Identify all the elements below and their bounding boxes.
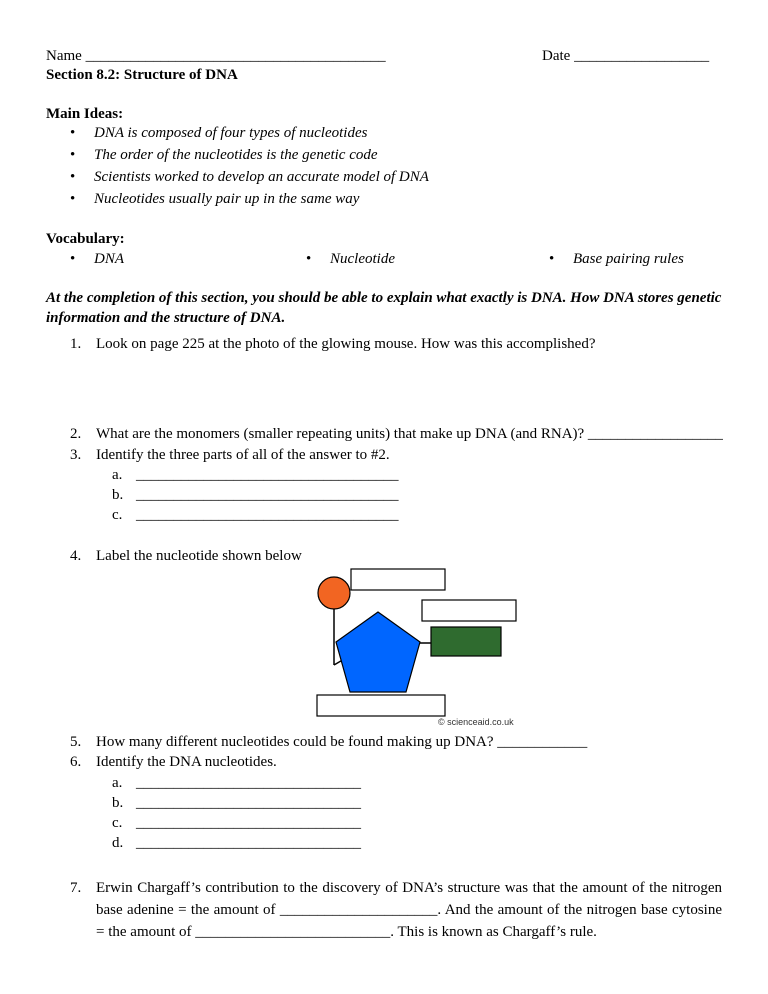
label-box-sugar[interactable] [317,695,445,716]
section-title: Section 8.2: Structure of DNA [46,67,238,83]
phosphate-circle [318,577,350,609]
main-ideas-heading: Main Ideas: [46,106,124,122]
bullet-icon: • [70,251,76,267]
date-line: Date __________________ [542,48,710,64]
learning-objective: At the completion of this section, you should be able to explain what exactly is DNA. How DNA stores genetic information and the structure of DNA. [46,290,722,326]
nitrogen-base-rect [431,627,501,656]
bullet-icon: • [549,251,555,267]
question-7-text: Erwin Chargaff’s contribution to the discovery of DNA’s structure was that the amount of the nitrogen base adenine = the amount of _____________________. And the amount of the nitrogen base cytosine = the amount of __________________________. This is known as Chargaff’s rule. [96,880,722,940]
sugar-pentagon [336,612,420,692]
question-7-number: 7. [70,880,82,896]
bullet-icon: • [70,125,76,141]
label-box-phosphate[interactable] [351,569,445,590]
name-line: Name ________________________________________ [46,48,386,64]
bullet-icon: • [70,191,76,207]
label-box-base[interactable] [422,600,516,621]
vocabulary-heading: Vocabulary: [46,231,125,247]
diagram-credit: © scienceaid.co.uk [438,717,514,727]
bullet-icon: • [70,147,76,163]
bullet-icon: • [306,251,312,267]
bullet-icon: • [70,169,76,185]
nucleotide-diagram [300,560,530,730]
